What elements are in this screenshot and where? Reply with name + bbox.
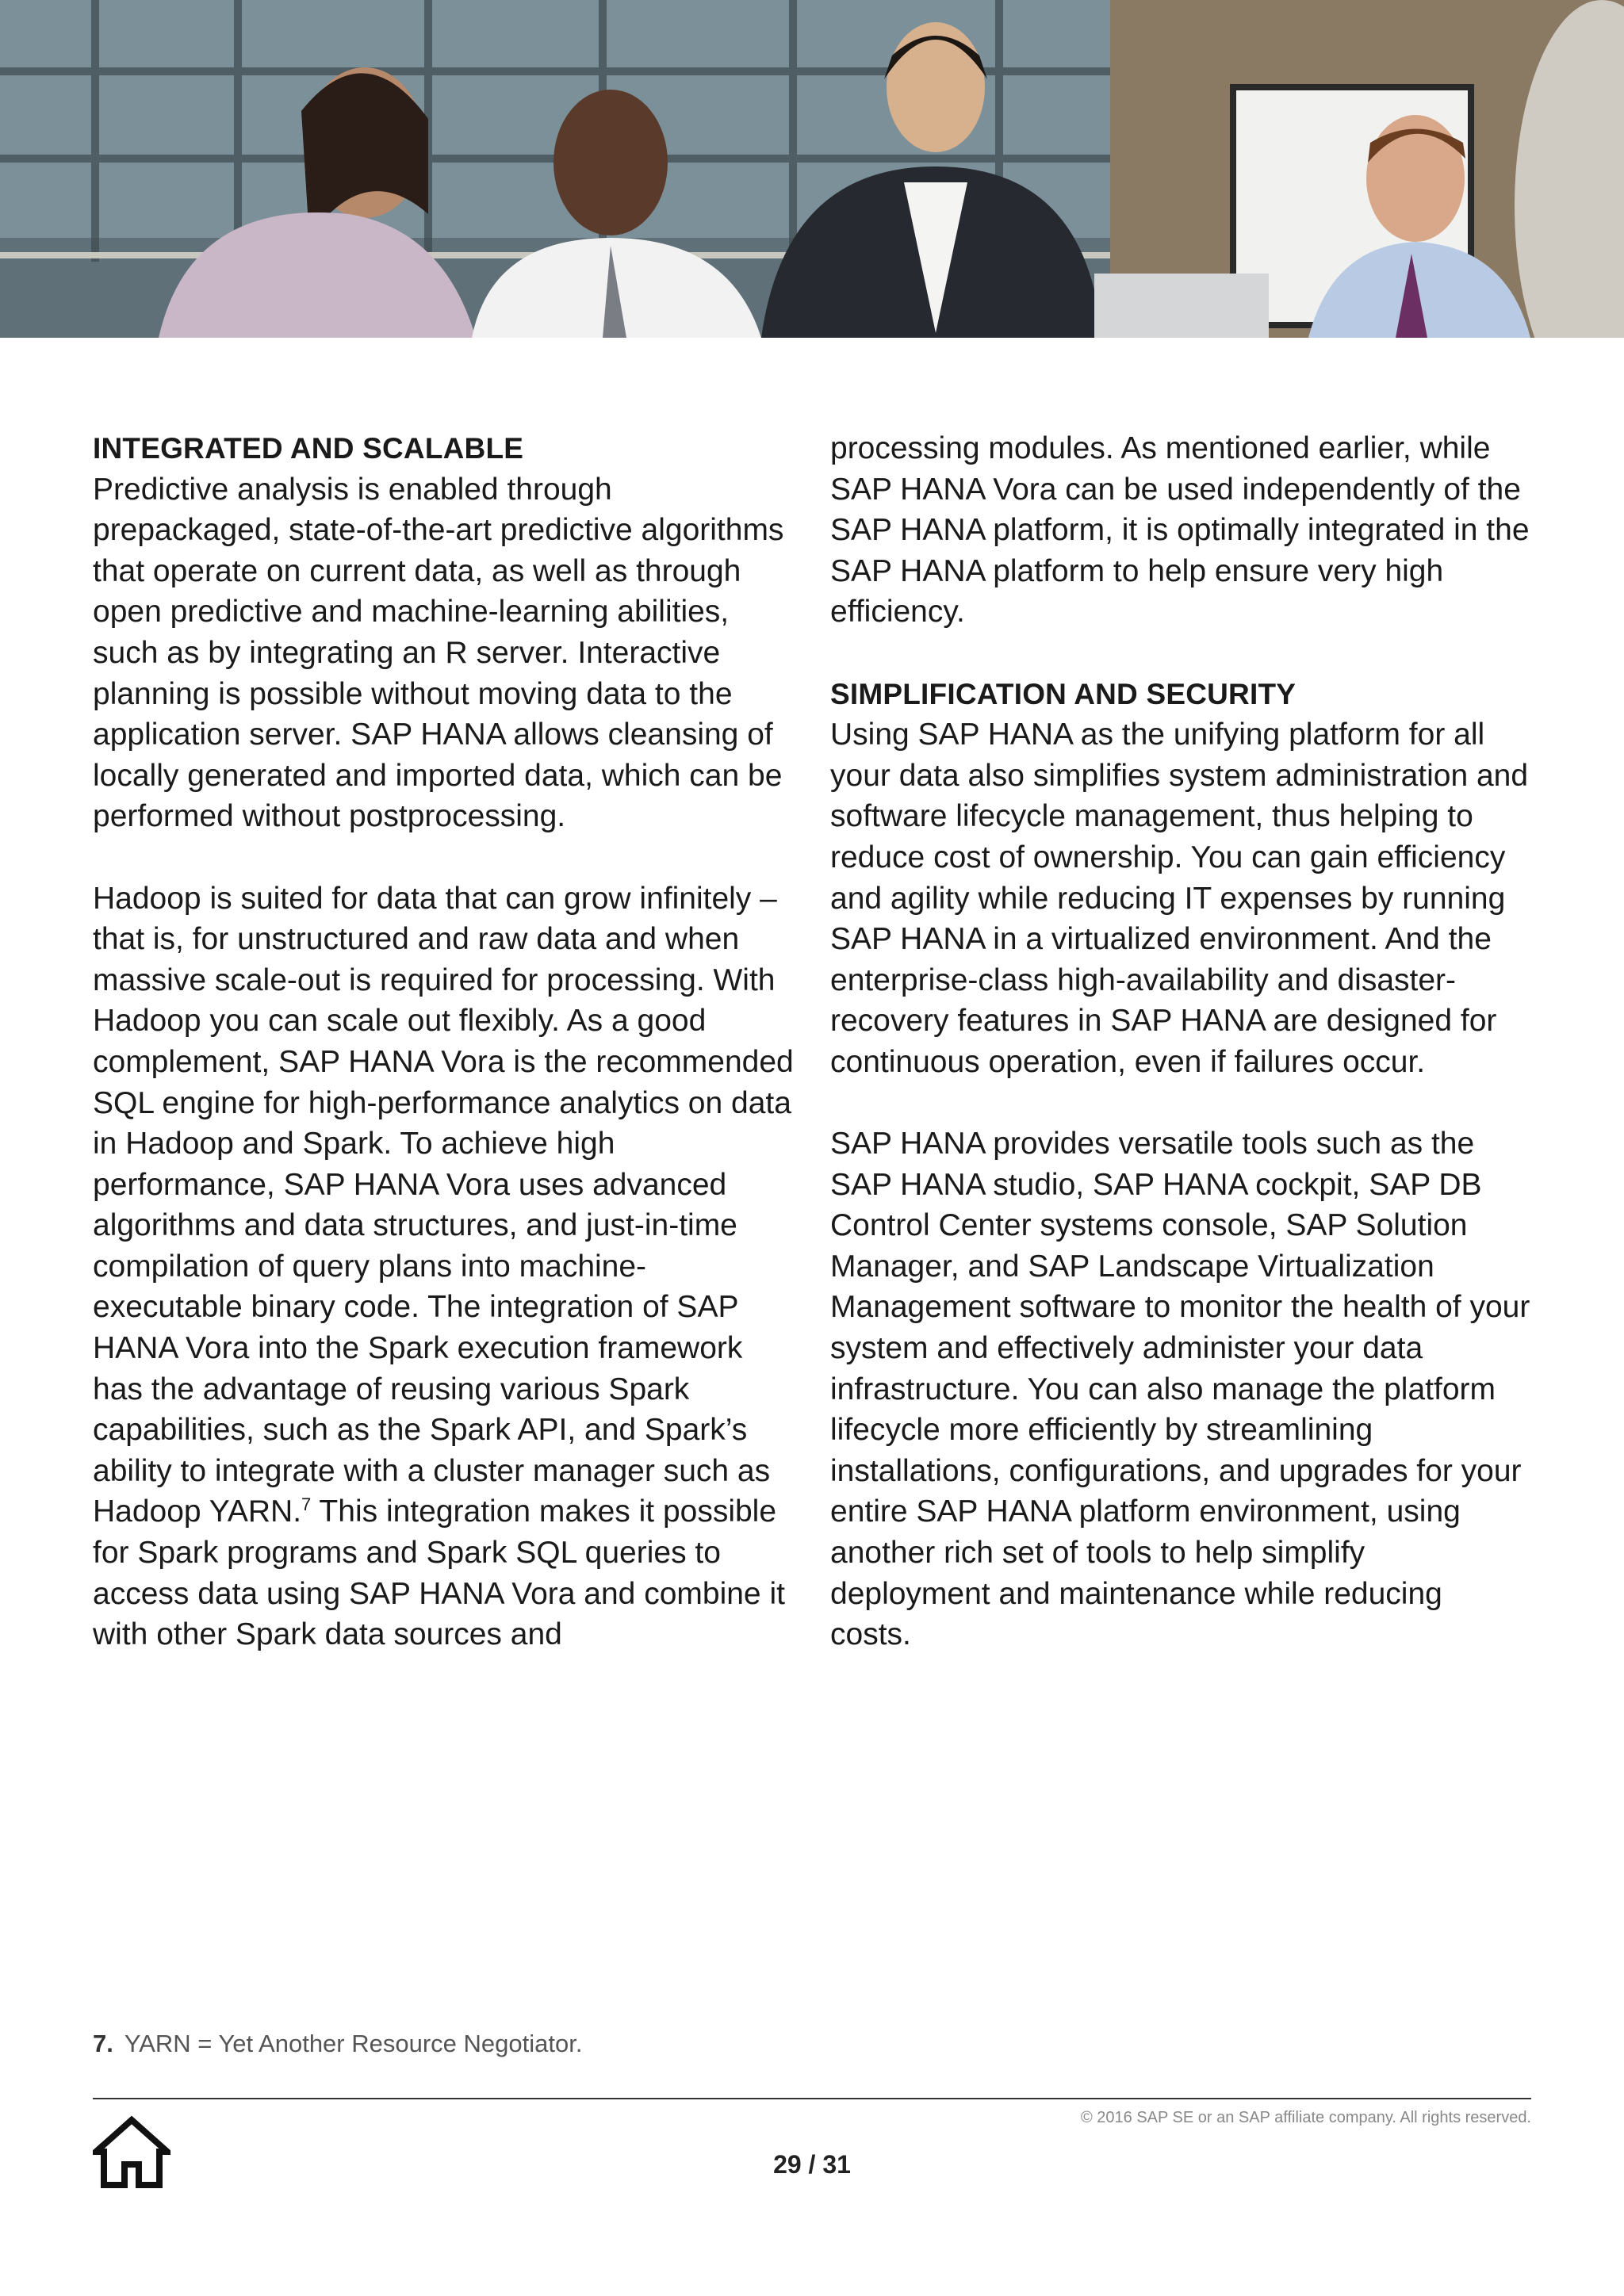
footnote-text: YARN = Yet Another Resource Negotiator.: [124, 2030, 583, 2057]
paragraph-hadoop-part1: Hadoop is suited for data that can grow infinitely – that is, for unstructured and raw data and when massive scale-out is required for processing. With Hadoop you can scale out flexibly. As a good complement, SAP HANA Vora is the recommended SQL engine for high-performance analytics on data in Hadoop and Spark. To achieve high performance, SAP HANA Vora uses advanced algorithms and data structures, and just-in-time compilation of query plans into machine-executable binary code. The integration of SAP HANA Vora into the Spark execution framework has the advantage of reusing various Spark capabilities, such as the Spark API, and Spark’s ability to integrate with a cluster manager such as Hadoop YARN.: [93, 881, 794, 1529]
paragraph-hadoop: [93, 878, 794, 1655]
paragraph-tools: SAP HANA provides versatile tools such as the SAP HANA studio, SAP HANA cockpit, SAP DB Control Center systems console, SAP Solution Manager, and SAP Landscape Virtualization Management software to monitor the health of your system and effectively administer your data infrastructure. You can also manage the platform lifecycle more efficiently by streamlining installations, configurations, and upgrades for your entire SAP HANA platform environment, using another rich set of tools to help simplify deployment and maintenance while reducing costs.: [830, 1127, 1530, 1652]
right-column: [830, 428, 1531, 1665]
footer-divider: [93, 2098, 1531, 2099]
paragraph-predictive: Predictive analysis is enabled through prepackaged, state-of-the-art predictive algorithms that operate on current data, as well as through open predictive and machine-learning abilities, such as by integrating an R server. Interactive planning is possible without moving data to the application server. SAP HANA allows cleansing of locally generated and imported data, which can be performed without postprocessing.: [93, 472, 784, 834]
section-heading-simplification: SIMPLIFICATION AND SECURITY: [830, 677, 1297, 710]
paragraph-processing-modules: processing modules. As mentioned earlier, while SAP HANA Vora can be used independently of the SAP HANA platform, it is optimally integrated in the SAP HANA platform to help ensure very high efficiency.: [830, 431, 1530, 629]
left-column: [93, 428, 794, 1665]
paragraph-unifying-platform: Using SAP HANA as the unifying platform for all your data also simplifies system administration and software lifecycle management, thus helping to reduce cost of ownership. You can gain efficiency and agility while reducing IT expenses by running SAP HANA in a virtualized environment. And the enterprise-class high-availability and disaster-recovery features in SAP HANA are designed for continuous operation, even if failures occur.: [830, 718, 1529, 1079]
meeting-photo-illustration: [0, 0, 1624, 338]
footnote: [93, 2030, 582, 2058]
hero-photo: [0, 0, 1624, 338]
page-number: 29 / 31: [773, 2150, 851, 2179]
copyright-notice: © 2016 SAP SE or an SAP affiliate company. All rights reserved.: [1080, 2109, 1531, 2126]
section-heading-integrated: INTEGRATED AND SCALABLE: [93, 432, 524, 465]
paragraph-hadoop-part2: This integration makes it possible for Spark programs and Spark SQL queries to access data using SAP HANA Vora and combine it with other Spark data sources and: [93, 1494, 785, 1652]
footnote-ref-7[interactable]: 7: [301, 1494, 312, 1515]
footnote-number: 7.: [93, 2030, 113, 2057]
body-columns: [93, 428, 1531, 1665]
